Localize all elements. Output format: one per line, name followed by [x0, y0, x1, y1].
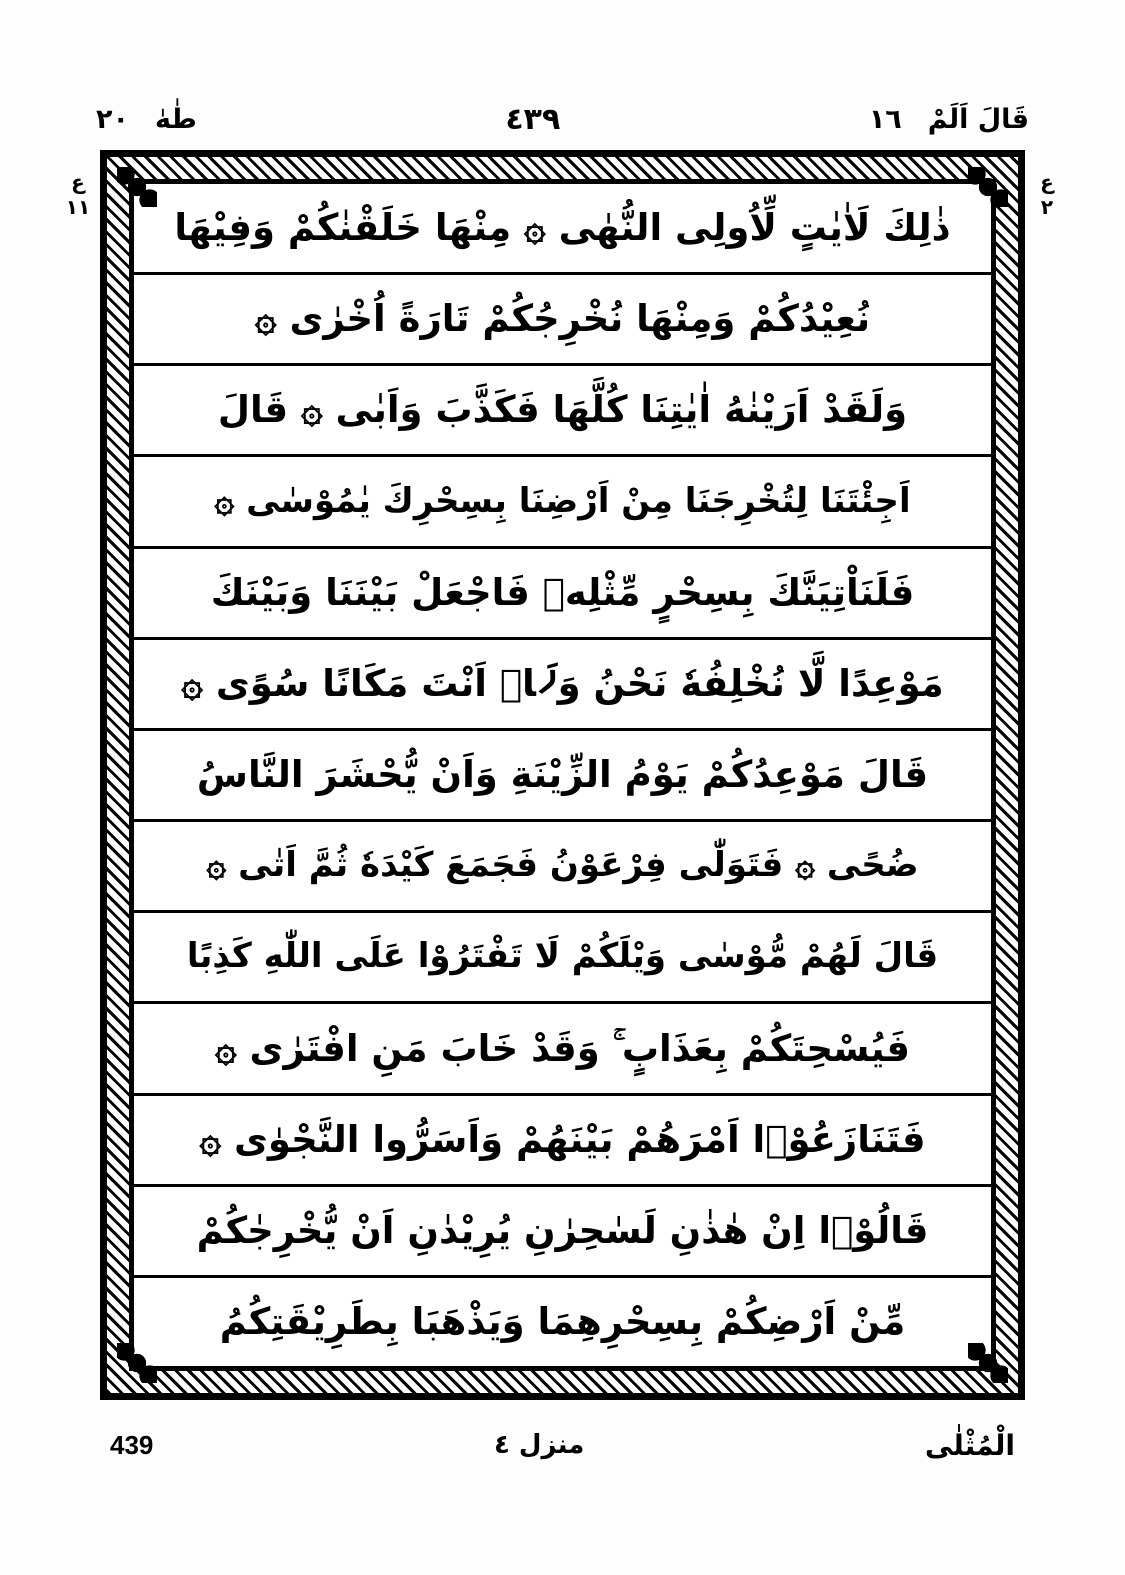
header-juz-number: ١٦	[868, 103, 902, 135]
ayah-line-text: فَلَنَاْتِيَنَّكَ بِسِحْرٍ مِّثْلِهٖ فَاجْعَلْ بَيْنَنَا وَبَيْنَكَ	[210, 570, 915, 614]
page-header	[96, 96, 1029, 142]
header-left-group	[96, 103, 197, 135]
header-right-group	[868, 103, 1029, 135]
ayah-line-text: مَوْعِدًا لَّا نُخْلِفُهٗ نَحْنُ وَلَاۤ اَنْتَ مَكَانًا سُوًى ۞	[181, 661, 944, 705]
ayah-line	[134, 1004, 991, 1095]
ayah-line-text: مِّنْ اَرْضِكُمْ بِسِحْرِهِمَا وَيَذْهَبَا بِطَرِيْقَتِكُمُ	[219, 1299, 906, 1343]
ayah-line	[134, 1096, 991, 1187]
header-page-number: ٤٣٩	[505, 101, 561, 137]
corner-floret-icon	[117, 167, 157, 207]
corner-floret-icon	[117, 1343, 157, 1383]
ayah-line	[134, 184, 991, 275]
header-surah-number: ٢٠	[96, 103, 129, 135]
ayah-line	[134, 275, 991, 366]
ayah-line-text: ضُحًى ۞ فَتَوَلّٰى فِرْعَوْنُ فَجَمَعَ كَيْدَهٗ ثُمَّ اَتٰى ۞	[206, 845, 919, 886]
page-footer	[110, 1423, 1015, 1467]
header-juz-name: قَالَ اَلَمْ	[927, 103, 1029, 135]
ayah-line	[134, 457, 991, 548]
ayah-line-text: نُعِيْدُكُمْ وَمِنْهَا نُخْرِجُكُمْ تَارَةً اُخْرٰى ۞	[254, 297, 871, 341]
ayah-line	[134, 1187, 991, 1278]
ayah-line-text: فَيُسْحِتَكُمْ بِعَذَابٍ ۚ وَقَدْ خَابَ مَنِ افْتَرٰى ۞	[215, 1026, 910, 1070]
ayah-line	[134, 1278, 991, 1366]
text-area	[129, 179, 996, 1371]
ayah-line	[134, 640, 991, 731]
footer-page-number: 439	[110, 1429, 154, 1460]
footer-catchword: الْمُثْلٰى	[924, 1428, 1015, 1462]
ayah-line	[134, 731, 991, 822]
ayah-line-text: وَلَقَدْ اَرَيْنٰهُ اٰيٰتِنَا كُلَّهَا فَكَذَّبَ وَاَبٰى ۞ قَالَ	[217, 388, 908, 432]
ayah-line-text: قَالُوْۤا اِنْ هٰذٰنِ لَسٰحِرٰنِ يُرِيْدٰنِ اَنْ يُّخْرِجٰكُمْ	[196, 1208, 929, 1252]
ornamental-border	[100, 150, 1025, 1400]
header-surah-name: طٰهٰ	[154, 103, 197, 135]
corner-floret-icon	[968, 1343, 1008, 1383]
ayah-line-text: اَجِئْتَنَا لِتُخْرِجَنَا مِنْ اَرْضِنَا بِسِحْرِكَ يٰمُوْسٰى ۞	[214, 480, 911, 521]
ruku-mark-right: ع ٢	[1040, 170, 1054, 219]
ayah-line-text: قَالَ مَوْعِدُكُمْ يَوْمُ الزِّيْنَةِ وَاَنْ يُّحْشَرَ النَّاسُ	[196, 753, 929, 797]
footer-manzil: منزل ٤	[493, 1430, 585, 1460]
ayah-line-text: ذٰلِكَ لَاٰيٰتٍ لِّاُولِى النُّهٰى ۞ مِنْهَا خَلَقْنٰكُمْ وَفِيْهَا	[174, 206, 951, 250]
ayah-line	[134, 549, 991, 640]
ayah-line-text: فَتَنَازَعُوْۤا اَمْرَهُمْ بَيْنَهُمْ وَاَسَرُّوا النَّجْوٰى ۞	[199, 1117, 926, 1161]
ayah-line	[134, 822, 991, 913]
ayah-line	[134, 913, 991, 1004]
ruku-mark-left: ع ١١	[65, 170, 91, 219]
ayah-line	[134, 366, 991, 457]
ayah-line-text: قَالَ لَهُمْ مُّوْسٰى وَيْلَكُمْ لَا تَفْتَرُوْا عَلَى اللّٰهِ كَذِبًا	[186, 936, 939, 977]
corner-floret-icon	[968, 167, 1008, 207]
ayah-line-list	[134, 184, 991, 1366]
